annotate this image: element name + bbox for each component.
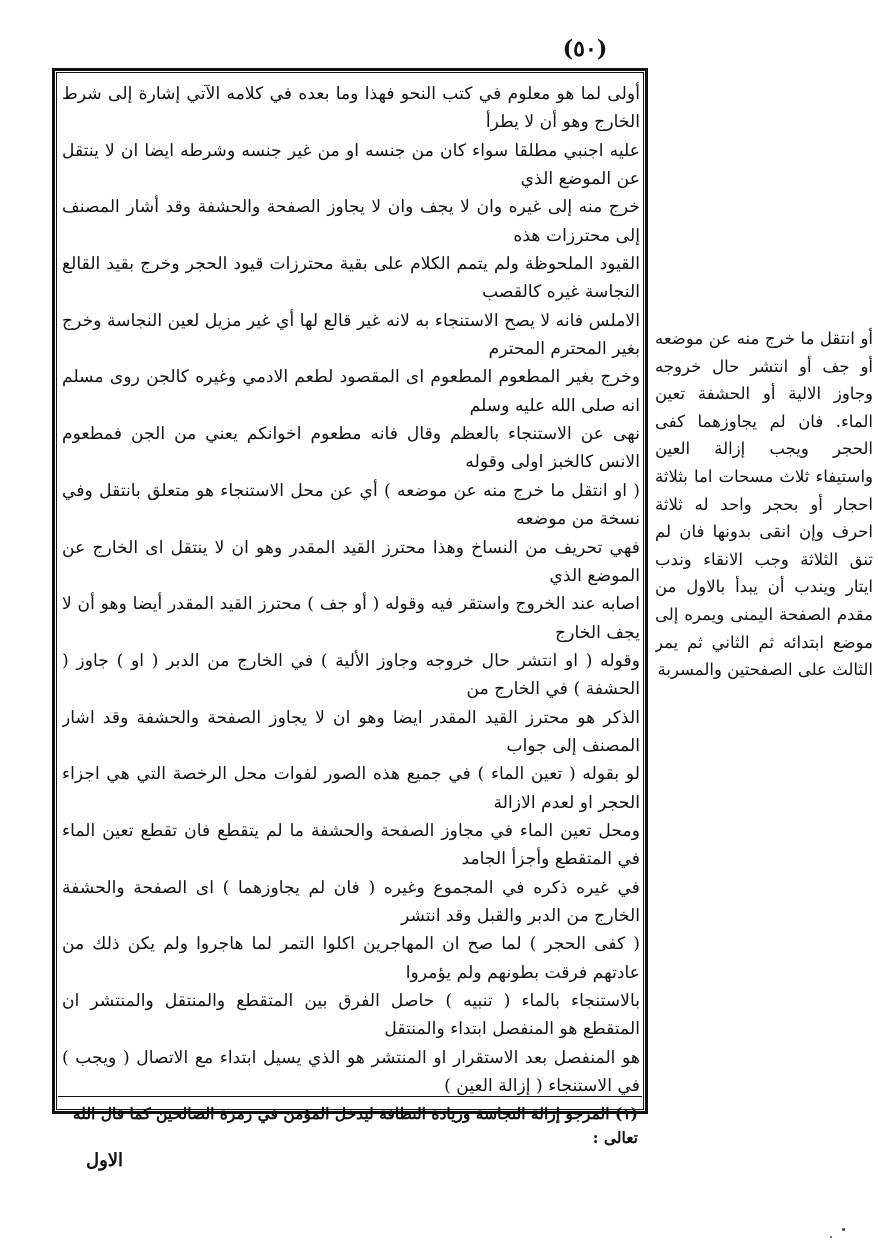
text-line: أولى لما هو معلوم في كتب النحو فهذا وما بعده في كلامه الآتي إشارة إلى شرط الخارج وهو أن لا يطرأ <box>62 84 640 133</box>
text-line: خرج منه إلى غيره وان لا يجف وان لا يجاوز الصفحة والحشفة وقد أشار المصنف إلى محترزات هذه <box>62 197 640 246</box>
text-line: القيود الملحوظة ولم يتمم الكلام على بقية محترزات قيود الحجر وخرج بقيد القالع النجاسة غيره كالقصب <box>62 254 640 303</box>
page-number: (٥٠) <box>562 36 608 62</box>
footnote <box>64 1102 638 1150</box>
text-line: وقوله ( او انتشر حال خروجه وجاوز الألية ) في الخارج من الدبر ( او ) جاوز ( الحشفة ) في الخارج من <box>62 650 640 700</box>
footnote-divider <box>58 1096 642 1097</box>
commentary-text <box>62 80 640 1098</box>
footnote-line-1: (١) المرجو إزالة النجاسة وزيادة النظافة ليدخل المؤمن في زمرة الصالحين كما قال الله تعالى : <box>72 1104 638 1147</box>
text-line: الاملس فانه لا يصح الاستنجاء به لانه غير قالع لها أي غير مزيل لعين النجاسة وخرج بغير المحترم المحترم <box>62 310 640 360</box>
text-line: هو المنفصل بعد الاستقرار او المنتشر هو الذي يسيل ابتداء مع الاتصال ( ويجب ) في الاستنجاء ( إزالة العين ) <box>62 1047 640 1097</box>
text-line: الذكر هو محترز القيد المقدر ايضا وهو ان لا يجاوز الصفحة والحشفة وقد اشار المصنف إلى جواب <box>62 707 640 756</box>
text-line: وخرج بغير المطعوم المطعوم اى المقصود لطعم الادمي وغيره كالجن روى مسلم انه صلى الله عليه وسلم <box>62 367 640 416</box>
text-line: ومحل تعين الماء في مجاوز الصفحة والحشفة ما لم يتقطع فان تقطع تعين الماء في المتقطع وأجزأ الجامد <box>62 820 640 870</box>
matn-margin-text: أو انتقل ما خرج منه عن موضعه أو جف أو انتشر حال خروجه وجاوز الالية أو الحشفة تعين الماء. فان لم يجاوزهما كفى الحجر ويجب إزالة العين واستيفاء ثلاث مسحات اما بثلاثة احجار أو بحجر واحد له ثلاثة احرف وإن انقى بدونها فان لم تنق الثلاثة وجب الانقاء وندب ايتار ويندب أن يبدأ بالاول من مقدم الصفحة اليمنى ويمره إلى موضع ابتدائه ثم الثاني ثم يمر الثالث على الصفحتين والمسربة <box>655 329 873 680</box>
text-line: ( كفى الحجر ) لما صح ان المهاجرين اكلوا التمر لما هاجروا ولم يكن ذلك من عادتهم فرقت بطونهم ولم يؤمروا <box>62 934 640 983</box>
text-line: عليه اجنبي مطلقا سواء كان من جنسه او من غير جنسه وشرطه ايضا ان لا ينتقل عن الموضع الذي <box>62 140 640 190</box>
scan-speck <box>842 1228 845 1231</box>
text-line: لو بقوله ( تعين الماء ) في جميع هذه الصور لفوات محل الرخصة التي هي اجزاء الحجر او لعدم الازالة <box>62 764 640 813</box>
text-line: في غيره ذكره في المجموع وغيره ( فان لم يجاوزهما ) اى الصفحة والحشفة الخارج من الدبر والقبل وقد انتشر <box>62 877 640 926</box>
text-line: ( او انتقل ما خرج منه عن موضعه ) أي عن محل الاستنجاء هو متعلق بانتقل وفي نسخة من موضعه <box>62 480 640 530</box>
scan-speck <box>830 1236 832 1238</box>
catchword: الاول <box>86 1150 124 1171</box>
text-line: نهى عن الاستنجاء بالعظم وقال فانه مطعوم اخوانكم يعني من الجن فمطعوم الانس كالخبز اولى وقوله <box>62 424 640 473</box>
text-line: اصابه عند الخروج واستقر فيه وقوله ( أو جف ) محترز القيد المقدر أيضا وهو أن لا يجف الخارج <box>62 594 640 643</box>
text-line: فهي تحريف من النساخ وهذا محترز القيد المقدر وهو ان لا ينتقل اى الخارج عن الموضع الذي <box>62 537 640 586</box>
text-line: بالاستنجاء بالماء ( تنبيه ) حاصل الفرق بين المتقطع والمنتقل والمنتشر ان المتقطع هو المنفصل ابتداء والمنتقل <box>62 991 640 1040</box>
